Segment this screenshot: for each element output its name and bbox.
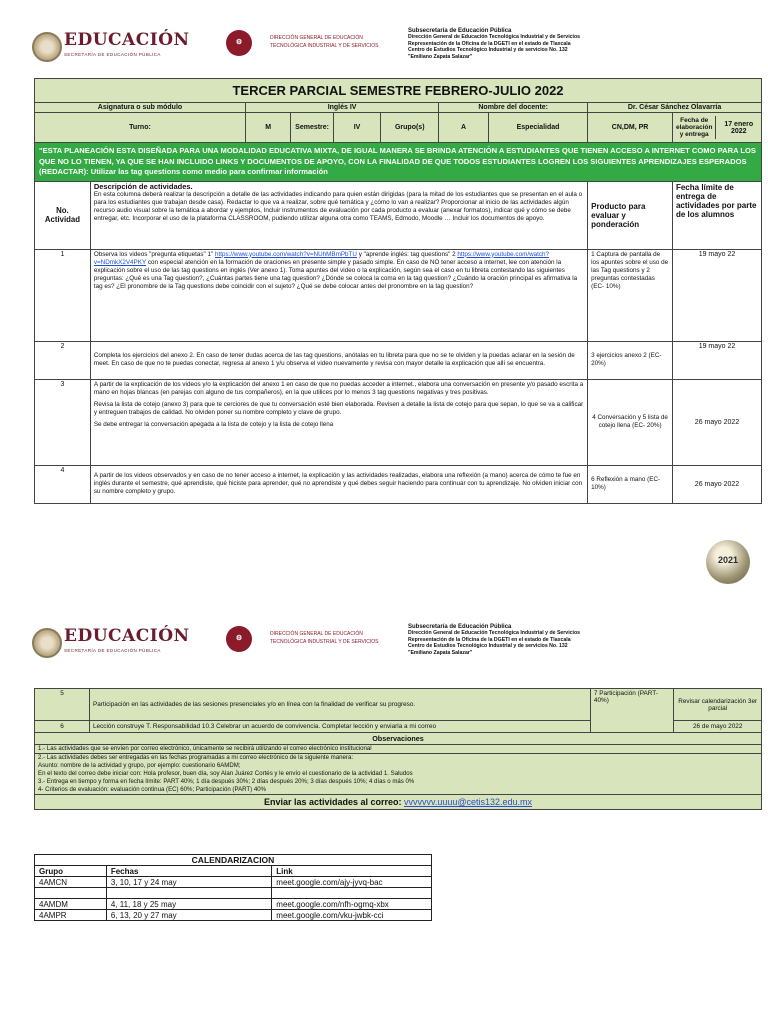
activity-no: 6 xyxy=(35,721,90,733)
semestre-label: Semestre: xyxy=(291,113,333,143)
activity-fecha: 26 de mayo 2022 xyxy=(674,721,762,733)
docente-value: Dr. César Sánchez Olavarría xyxy=(588,103,762,113)
page-title: TERCER PARCIAL SEMESTRE FEBRERO-JULIO 2022 xyxy=(35,79,762,103)
grupo-value: A xyxy=(439,113,489,143)
grupo-label: Grupo(s) xyxy=(381,113,439,143)
turno-value: M xyxy=(245,113,291,143)
calendar-header-fechas: Fechas xyxy=(106,866,271,877)
calendar-link[interactable]: meet.google.com/nfh-ogmq-xbx xyxy=(272,899,432,910)
activity-producto: 1 Captura de pantalla de los apuntes sobre el uso de las Tag questions y 2 preguntas contestadas (EC- 10%) xyxy=(588,249,673,341)
activity-desc: A partir de la explicación de los videos y/o la explicación del anexo 1 en caso de que no puedas acceder a internet., elabora una conversación en presente y/o pasado escrita a mano en hojas blancas (en parejas con alguno de tus compañeros), en la que utilices por lo menos 3 tag questions negativas y tres positivas. Revisa la lista de cotejo (anexo 3) para que te cerciores de que tu conversación esté bien elaborada. Revisen a detalle la lista de cotejo para que sepan, lo que se va a calificar y entreguen trabajos de calidad. No olviden poner su nombre completo y clave de grupo. Se debe entregar la conversación apegada a la lista de cotejo y la lista de cotejo llena xyxy=(90,379,587,465)
col-header-desc: Descripción de actividades. En esta columna deberá realizar la descripción a detalle de las actividades indicando para quien están dirigidas (para la mitad de los estudiantes que se presentan en el aula o para los estudiantes que trabajan desde casa). Redactar lo que va a realizar, sobre qué temática y ¿cómo lo van a realizar? Proporcionar al inicio de las actividades algún recurso audio visual sobre la temática a abordar y ejemplos, Incluir instrumentos de evaluación por cada producto a evaluar (anexar formatos), indicar qué y cómo se debe entregar, etc. Incorporar el uso de la plataforma CLASSROOM, pudiendo utilizar alguna otra como TEAMS, Edmodo, Moodle … Incluir los documentos de apoyo. xyxy=(90,181,587,249)
fecha-value: 17 enero 2022 xyxy=(724,120,754,135)
institution-info: Subsecretaría de Educación Pública Dirección General de Educación Tecnológica Industrial y de Servicios Representación de la Oficina de la DGETI en el estado de Tlaxcala Centro de Estudios Tecnológico Industrial y de servicios No. 132 "Emiliano Zapata Salazar" xyxy=(408,28,581,60)
sep-logo-title: EDUCACIÓN xyxy=(64,30,190,50)
email-link[interactable]: vvvvvvv.uuuu@cetis132.edu.mx xyxy=(404,797,533,807)
calendar-title: CALENDARIZACION xyxy=(35,855,432,866)
video-link-2[interactable]: https://www.youtube.com/watch?v=NDmkX2V4PKY xyxy=(93,250,550,266)
activity-desc: Lección construye T. Responsabilidad 10.3 Celebrar un acuerdo de convivencia. Completar lección y enviarla a mi correo xyxy=(89,721,590,733)
dgeti-logo xyxy=(226,28,416,68)
dgeti-gear-icon: ⚙ xyxy=(226,30,252,56)
sep-logo xyxy=(30,624,190,664)
docente-label: Nombre del docente: xyxy=(439,103,588,113)
dgeti-logo xyxy=(226,624,416,664)
especialidad-value: CN,DM, PR xyxy=(588,113,673,143)
email-label: Enviar las actividades al correo: xyxy=(263,797,402,807)
activity-fecha: 19 mayo 22 xyxy=(672,249,761,341)
activity-no: 1 xyxy=(35,249,91,341)
activity-fecha: 26 mayo 2022 xyxy=(672,379,761,465)
activity-producto: 3 ejercicios anexo 2 (EC-20%) xyxy=(588,341,673,379)
activity-fecha: 19 mayo 22 xyxy=(672,341,761,379)
observacion-item: 1.- Las actividades que se envíen por correo electrónico, únicamente se recibirá utilizando el correo electrónico institucional xyxy=(35,745,762,754)
sep-logo-subtitle: SECRETARÍA DE EDUCACIÓN PÚBLICA xyxy=(64,52,161,57)
activity-producto: 7 Participación (PART- 40%) xyxy=(590,689,673,733)
activity-desc: A partir de los videos observados y en caso de no tener acceso a internet, la explicación y las actividades realizadas, elabora una reflexión (a mano) acerca de cómo te fue en inglés durante el semestre, qué aprendiste, qué hiciste para aprender, qué no aprendiste y qué debes seguir haciendo para continuar con tu aprendizaje. No olviden iniciar con su nombre completo y grupo. xyxy=(90,465,587,503)
page-header xyxy=(30,28,750,78)
medal-year: 2021 xyxy=(717,555,739,565)
learning-objective-banner: "ESTA PLANEACIÓN ESTA DISEÑADA PARA UNA MODALIDAD EDUCATIVA MIXTA, DE IGUAL MANERA SE BRINDA ATENCIÓN A ESTUDIANTES QUE TIENEN ACCESO A INTERNET COMO PARA LOS QUE NO LO TIENEN, YA QUE SE HAN INCLUIDO LINKS Y DOCUMENTOS DE APOYO, CON LA FINALIDAD DE QUE TODOS ESTUDIANTES LOGREN LOS SIGUIENTES APRENDIZAJES ESPERADOS (REDACTAR): Utilizar las tag questions como medio para confirmar información xyxy=(35,143,762,182)
activity-desc: Observa los videos "pregunta etiquetas" 1" https://www.youtube.com/watch?v=NUhMBmPbTU y "aprende inglés: tag questions" 2 https://www.youtube.com/watch?v=NDmkX2V4PKY con especial atención en la formación de oraciones en presente simple y pasado simple. En caso de NO tener acceso a internet, lee con atención la explicación sobre el uso de las tag questions en inglés (Ver anexo 1). Toma apuntes del video o la explicación, según sea el caso en tu libreta contestando las siguientes preguntas: ¿Qué es una Tag question?, ¿Cuántas partes tiene una tag question? ¿Dónde se coloca la coma en la tag question? ¿Cuándo la oración principal es afirmativa la tag es? ¿El pronombre de la Tag questions debe coincidir con el sujeto? ¿Qué se debe colocar antes del pronombre en la tag question? xyxy=(90,249,587,341)
calendar-link[interactable]: meet.google.com/ajy-jyvq-bac xyxy=(272,877,432,888)
dgeti-gear-icon: ⚙ xyxy=(226,626,252,652)
activity-desc: Participación en las actividades de las sesiones presenciales y/o en línea con la finalidad de verificar su progreso. xyxy=(89,689,590,721)
turno-label: Turno: xyxy=(35,113,246,143)
fecha-cell xyxy=(672,113,761,143)
calendar-grupo: 4AMCN xyxy=(35,877,107,888)
anniversary-medal xyxy=(706,540,750,584)
activity-no: 4 xyxy=(35,465,91,503)
sep-logo-subtitle: SECRETARÍA DE EDUCACIÓN PÚBLICA xyxy=(64,648,161,653)
calendar-grupo: 4AMPR xyxy=(35,910,107,921)
video-link-1[interactable]: https://www.youtube.com/watch?v=NUhMBmPbTU xyxy=(215,250,357,258)
institution-info: Subsecretaría de Educación Pública Dirección General de Educación Tecnológica Industrial y de Servicios Representación de la Oficina de la DGETI en el estado de Tlaxcala Centro de Estudios Tecnológico Industrial y de servicios No. 132 "Emiliano Zapata Salazar" xyxy=(408,624,581,656)
calendar-header-link: Link xyxy=(272,866,432,877)
activity-no: 3 xyxy=(35,379,91,465)
calendar-fechas: 4, 11, 18 y 25 may xyxy=(106,899,271,910)
col-header-producto: Producto para evaluar y ponderación xyxy=(588,181,673,249)
observaciones-block: 2.- Las actividades debes ser entregadas en las fechas programadas a mi correo electrónico de la siguiente manera: Asunto: nombre de la actividad y grupo, por ejemplo: cuestionario 6AMDM; En el texto del correo debe iniciar con: Hola profesor, buen día, soy Alan Juárez Cortés y le envío el cuestionario de la actividad 1. Saludos 3.- Entrega en tiempo y forma en fecha límite: PART 40%; 1 día después 30%; 2 días después 20%; 3 días después 10%; 4 días o más 0% 4- Criterios de evaluación: evaluación continua (EC) 60%; Participación (PART) 40% xyxy=(35,754,762,795)
page-header-2 xyxy=(30,624,750,674)
calendar-table xyxy=(34,854,432,921)
sep-logo xyxy=(30,28,190,68)
activity-producto: 4 Conversación y 5 lista de cotejo llena (EC- 20%) xyxy=(588,379,673,465)
activity-no: 5 xyxy=(35,689,90,721)
asignatura-label: Asignatura o sub módulo xyxy=(35,103,246,113)
activity-fecha: 26 mayo 2022 xyxy=(672,465,761,503)
dgeti-logo-text: DIRECCIÓN GENERAL DE EDUCACIÓN TECNOLÓGICA INDUSTRIAL Y DE SERVICIOS xyxy=(270,35,379,49)
calendar-fechas: 3, 10, 17 y 24 may xyxy=(106,877,271,888)
fecha-label: Fecha de elaboración y entrega xyxy=(673,116,716,139)
col-header-no: No. Actividad xyxy=(35,181,91,249)
observaciones-title: Observaciones xyxy=(35,733,762,745)
asignatura-value: Inglés IV xyxy=(245,103,438,113)
calendar-header-grupo: Grupo xyxy=(35,866,107,877)
planning-table xyxy=(34,78,762,504)
activity-no: 2 xyxy=(35,341,91,379)
calendar-fechas: 6, 13, 20 y 27 may xyxy=(106,910,271,921)
sep-logo-title: EDUCACIÓN xyxy=(64,626,190,646)
activity-fecha: Revisar calendarización 3er parcial xyxy=(674,689,762,721)
calendar-grupo: 4AMDM xyxy=(35,899,107,910)
dgeti-logo-text: DIRECCIÓN GENERAL DE EDUCACIÓN TECNOLÓGICA INDUSTRIAL Y DE SERVICIOS xyxy=(270,631,379,645)
especialidad-label: Especialidad xyxy=(488,113,587,143)
activity-desc: Completa los ejercicios del anexo 2. En caso de tener dudas acerca de las tag questions, anótalas en tu libreta para que no se te olviden y la puedas aclarar en la sesión de meet. En caso de que no te puedas conectar, regresa al anexo 1 y/u observa el video nuevamente y revisa con mayor detalle la explicación que allí se encuentra. xyxy=(90,341,587,379)
semestre-value: IV xyxy=(333,113,381,143)
sep-seal-icon xyxy=(32,628,62,658)
calendar-link[interactable]: meet.google.com/vku-jwbk-cci xyxy=(272,910,432,921)
col-header-fecha: Fecha límite de entrega de actividades por parte de los alumnos xyxy=(672,181,761,249)
sep-seal-icon xyxy=(32,32,62,62)
activity-producto: 6 Reflexión a mano (EC- 10%) xyxy=(588,465,673,503)
calendar-grupo xyxy=(35,888,107,899)
calendar-link xyxy=(272,888,432,899)
calendar-fechas xyxy=(106,888,271,899)
planning-table-continued xyxy=(34,688,762,810)
email-row xyxy=(35,795,762,810)
